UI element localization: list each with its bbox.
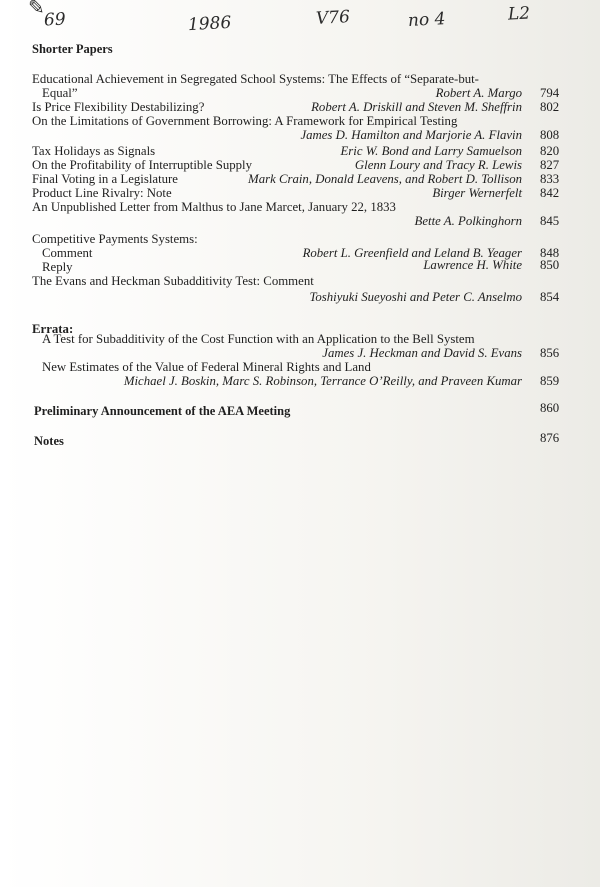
entry-page: 820 <box>540 144 560 158</box>
errata-title: A Test for Subadditivity of the Cost Function with an Application to the Bell System <box>42 332 475 346</box>
entry-title: Tax Holidays as Signals <box>32 144 156 158</box>
section-title: Shorter Papers <box>32 42 113 56</box>
errata-page: 856 <box>540 346 560 360</box>
handwriting-b: 1986 <box>187 12 232 36</box>
entry-page: 808 <box>540 128 560 142</box>
prelim-page: 860 <box>540 401 560 415</box>
entry-title: Comment <box>42 246 93 260</box>
entry-page: 794 <box>540 86 560 100</box>
entry-page: 802 <box>540 100 560 114</box>
errata-author: James J. Heckman and David S. Evans <box>322 346 522 360</box>
entry-author: Mark Crain, Donald Leavens, and Robert D. Tollison <box>248 172 522 186</box>
entry-author: Robert A. Margo <box>435 86 522 100</box>
entry-title: Is Price Flexibility Destabilizing? <box>32 100 205 114</box>
pen-mark: ✎ <box>28 0 45 19</box>
entry-page: 850 <box>540 258 560 272</box>
entry-author: Lawrence H. White <box>423 258 522 272</box>
entry-author: Eric W. Bond and Larry Samuelson <box>340 144 522 158</box>
entry-title: Reply <box>42 260 73 274</box>
entry-author: Robert L. Greenfield and Leland B. Yeager <box>302 246 522 260</box>
notes-page: 876 <box>540 431 560 445</box>
entry-page: 842 <box>540 186 560 200</box>
entry-title: Final Voting in a Legislature <box>32 172 178 186</box>
entry-author: Toshiyuki Sueyoshi and Peter C. Anselmo <box>309 290 522 304</box>
entry-title: On the Profitability of Interruptible Supply <box>32 158 253 172</box>
entry-title: Competitive Payments Systems: <box>32 232 198 246</box>
entry-page: 833 <box>540 172 560 186</box>
entry-title: The Evans and Heckman Subadditivity Test: Comment <box>32 274 314 288</box>
entry-title-cont: Equal” <box>42 86 78 100</box>
handwriting-a: 69 <box>43 9 67 31</box>
prelim-title: Preliminary Announcement of the AEA Meeting <box>34 404 291 418</box>
entry-page: 845 <box>540 214 560 228</box>
notes-title: Notes <box>34 434 64 448</box>
entry-author: Glenn Loury and Tracy R. Lewis <box>354 158 522 172</box>
entry-page: 854 <box>540 290 560 304</box>
handwriting-e: L2 <box>507 3 531 25</box>
entry-author: James D. Hamilton and Marjorie A. Flavin <box>300 128 522 142</box>
errata-page: 859 <box>540 374 560 388</box>
entry-title: Product Line Rivalry: Note <box>32 186 172 200</box>
entry-title: An Unpublished Letter from Malthus to Jane Marcet, January 22, 1833 <box>32 200 396 214</box>
entry-author: Robert A. Driskill and Steven M. Sheffrin <box>311 100 522 114</box>
entry-page: 848 <box>540 246 560 260</box>
errata-title: New Estimates of the Value of Federal Mineral Rights and Land <box>42 360 371 374</box>
errata-author: Michael J. Boskin, Marc S. Robinson, Terrance O’Reilly, and Praveen Kumar <box>123 374 522 388</box>
entry-author: Bette A. Polkinghorn <box>414 214 522 228</box>
entry-author: Birger Wernerfelt <box>432 186 522 200</box>
entry-page: 827 <box>540 158 560 172</box>
handwriting-d: no 4 <box>407 9 446 31</box>
entry-title: On the Limitations of Government Borrowing: A Framework for Empirical Testing <box>32 114 458 128</box>
handwriting-c: V76 <box>315 7 351 29</box>
errata-label: Errata: <box>32 322 74 336</box>
entry-title: Educational Achievement in Segregated School Systems: The Effects of “Separate-but- <box>32 72 479 86</box>
